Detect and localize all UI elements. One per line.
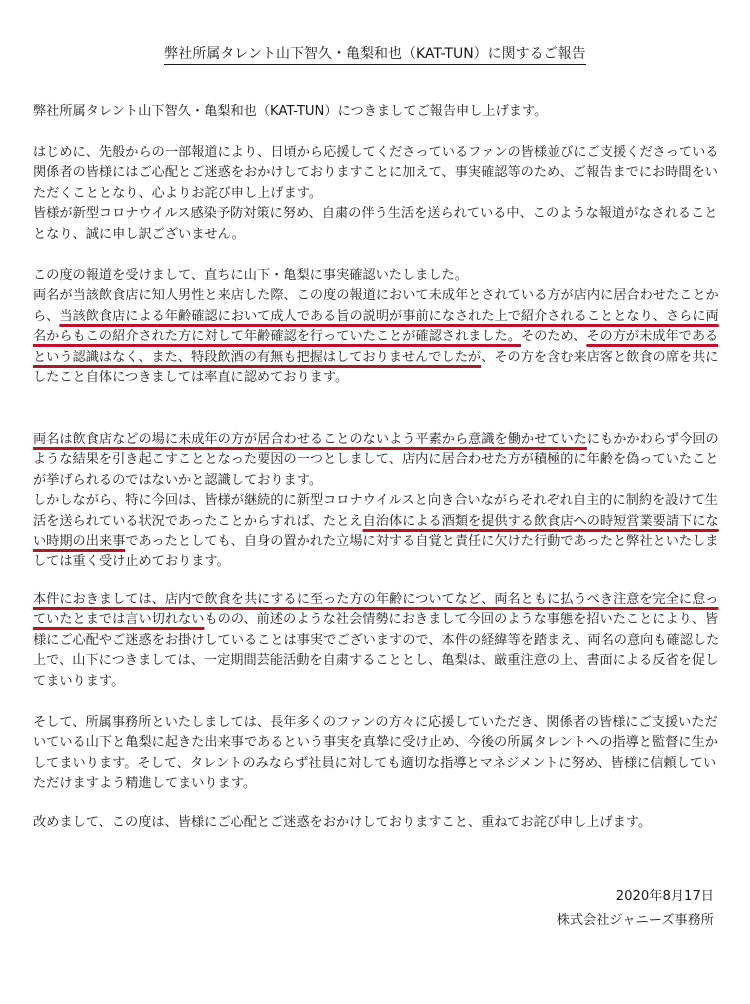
paragraph-intro [33, 102, 721, 122]
text-run: この度の報道を受けまして、直ちに山下・亀梨に事実確認いたしました。 [33, 268, 468, 283]
signature-date: 2020年8月17日 [615, 889, 714, 904]
text-run: にもかかわらず今回のような結果を引き起こすこととなった要因の一つとしまして、店内に居合わせた方が積極的に年齢を偽っていたことが挙げられるのではないかと認識しております。 [33, 432, 719, 488]
underlined-text-run: 当該飲食店による年齢確認において成人である旨の説明が事前になされた上で紹介されることとなり、さらに両名からもこの紹介された方に対して年齢確認を行っていたことが確認されました。 [33, 308, 719, 345]
text-run: 改めまして、この度は、皆様にご心配とご迷惑をおかけしておりますこと、重ねてお詫び申し上げます。 [33, 815, 652, 830]
text-run: はじめに、先般からの一部報道により、日頃から応援してくださっているファンの皆様並びにご支援くださっている関係者の皆様にはご心配とご迷惑をおかけしておりますことに加えて、事実確認等のため、ご報告までにお時間をいただくこととなり、心よりお詫び申し上げます。 [33, 145, 719, 201]
text-run: 、その方を含む来店客と飲食の席を共にしたこと自体につきましては率直に認めております。 [33, 349, 719, 386]
paragraph-agency [33, 713, 721, 795]
underlined-text-run: その方が未成年であるという認識はなく、また、特段飲酒の有無も把握はしておりませんでしたが [33, 329, 719, 365]
text-run: そして、所属事務所といたしましては、長年多くのファンの方々に応援していただき、関係者の皆様にご支援いただいている山下と亀梨に起きた出来事であるという事実を真摯に受け止め、今後の所属タレントへの指導と監督に生かしてまいります。そして、タレントのみならず社員に対しても適切な指導とマネジメントに努め、皆様に信頼していただけますよう精進してまいります。 [33, 715, 718, 792]
document-title-text: 弊社所属タレント山下智久・亀梨和也（KAT-TUN）に関するご報告 [164, 46, 585, 65]
text-run: ものの、前述のような社会情勢におきまして今回のような事態を招いたことにより、皆様にご心配やご迷惑をお掛けしていることは事実でございますので、本件の経緯等を踏まえ、両名の意向も確認した上で、山下につきましては、一定期間芸能活動を自粛することとし、亀梨は、厳重注意の上、書面による反省を促してまいります。 [33, 612, 720, 689]
paragraph-apology [33, 143, 721, 245]
paragraph-closing [33, 813, 721, 833]
paragraph-awareness [33, 430, 721, 573]
document-title [0, 44, 750, 64]
text-run: 皆様が新型コロナウイルス感染予防対策に努め、自粛の伴う生活を送られている中、このような報道がなされることとなり、誠に申し訳ございません。 [33, 206, 718, 242]
text-run: 弊社所属タレント山下智久・亀梨和也（KAT-TUN）につきましてご報告申し上げます。 [33, 104, 548, 119]
text-run: そのため、 [520, 329, 587, 345]
text-run: しかしながら、特に今回は、皆様が継続的に新型コロナウイルスと向き合いながらそれぞれ自主的に制約を設けて生活を送られている状況であったことからすれば、たとえ [33, 493, 718, 529]
underlined-text-run: 自治体による酒類を提供する飲食店への時短営業要請下にない時期の出来事 [33, 513, 719, 550]
paragraph-measures [33, 590, 721, 692]
text-run: であったとしても、自身の置かれた立場に対する自覚と責任に欠けた行動であったと弊社といたしましては重く受け止めております。 [33, 534, 719, 570]
underlined-text-run: 本件におきましては、店内で飲食を共にするに至った方の年齢についてなど、両名ともに払うべき注意を完全に怠っていたとまでは言い切れない [33, 592, 719, 628]
text-run: 両名が当該飲食店に知人男性と来店した際、この度の報道において未成年とされている方が店内に居合わせたことから、 [33, 288, 719, 324]
paragraph-fact-check [33, 266, 721, 388]
underlined-text-run: 両名は飲食店などの場に未成年の方が居合わせることのないよう平素から意識を働かせていた [33, 432, 587, 447]
signature-company: 株式会社ジャニーズ事務所 [556, 913, 714, 928]
